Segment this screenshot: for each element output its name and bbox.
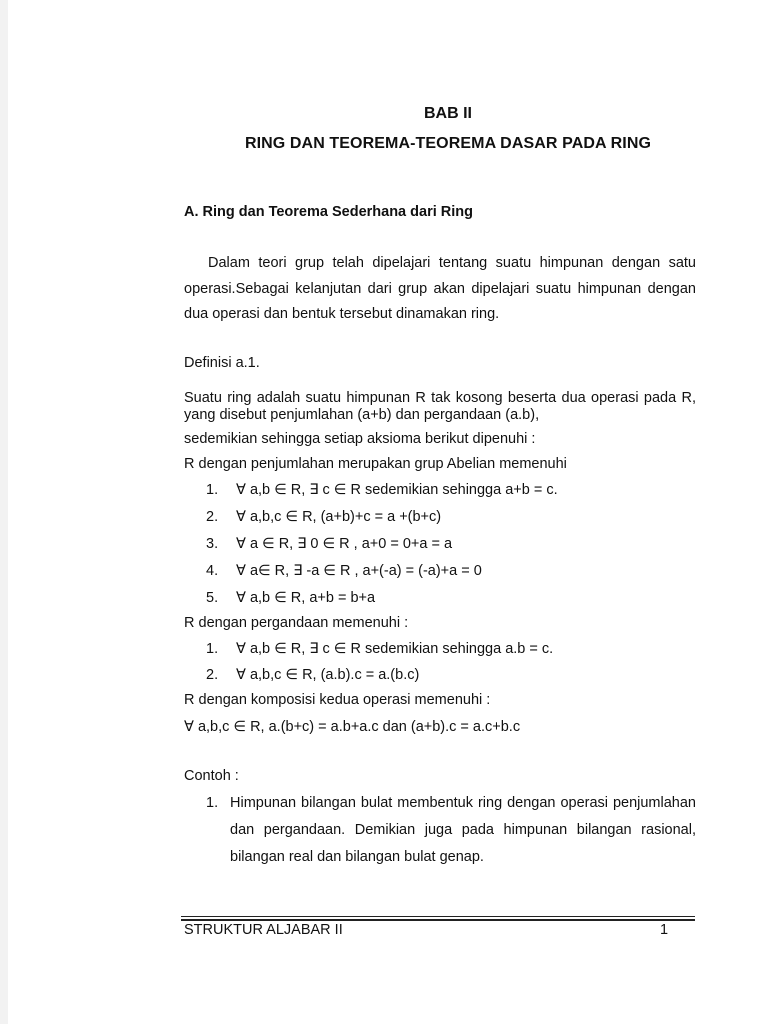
list-number: 5. [206, 590, 219, 606]
chapter-title: RING DAN TEOREMA-TEOREMA DASAR PADA RING [244, 135, 652, 152]
list-number: 4. [206, 563, 219, 579]
intro-text: Dalam teori grup telah dipelajari tentang suatu himpunan dengan satu operasi.Sebagai kelanjutan dari grup akan dipelajari suatu himpunan dengan dua operasi dan bentuk tersebut dinamakan ring. [184, 255, 696, 322]
section-heading: A. Ring dan Teorema Sederhana dari Ring [184, 204, 473, 220]
multiplication-item [206, 667, 419, 683]
list-number: 2. [206, 667, 219, 683]
addition-item [206, 563, 482, 579]
axiom-text: ∀ a ∈ R, ∃ 0 ∈ R , a+0 = 0+a = a [236, 536, 453, 552]
addition-item [206, 482, 558, 498]
multiplication-heading: R dengan pergandaan memenuhi : [184, 615, 409, 631]
composition-axiom: ∀ a,b,c ∈ R, a.(b+c) = a.b+a.c dan (a+b).c = a.c+b.c [184, 719, 521, 735]
addition-heading: R dengan penjumlahan merupakan grup Abelian memenuhi [184, 456, 567, 472]
footer-rule [181, 916, 695, 917]
definition-label: Definisi a.1. [184, 355, 260, 371]
footer-rule [181, 919, 695, 921]
footer-title: STRUKTUR ALJABAR II [184, 922, 343, 938]
composition-heading: R dengan komposisi kedua operasi memenuhi : [184, 692, 491, 708]
list-number: 2. [206, 509, 219, 525]
axiom-text: ∀ a,b,c ∈ R, (a+b)+c = a +(b+c) [236, 509, 442, 525]
axiom-text: ∀ a∈ R, ∃ -a ∈ R , a+(-a) = (-a)+a = 0 [236, 563, 482, 579]
document-page [8, 0, 768, 1024]
example-text: Himpunan bilangan bulat membentuk ring dengan operasi penjumlahan dan pergandaan. Demikian juga pada himpunan bilangan rasional, bilangan real dan bilangan bulat genap. [230, 795, 696, 865]
list-number: 3. [206, 536, 219, 552]
addition-item [206, 590, 375, 606]
list-number: 1. [206, 482, 219, 498]
axiom-text: ∀ a,b,c ∈ R, (a.b).c = a.(b.c) [236, 667, 420, 683]
example-item [206, 790, 696, 871]
definition-text: Suatu ring adalah suatu himpunan R tak kosong beserta dua operasi pada R, yang disebut penjumlahan (a+b) dan pergandaan (a.b), [184, 390, 696, 423]
list-number: 1. [206, 795, 219, 811]
axiom-text: ∀ a,b ∈ R, ∃ c ∈ R sedemikian sehingga a.b = c. [236, 641, 554, 657]
chapter-label: BAB II [424, 105, 472, 122]
addition-item [206, 536, 452, 552]
list-number: 1. [206, 641, 219, 657]
multiplication-item [206, 641, 553, 657]
intro-paragraph [184, 251, 696, 328]
example-label: Contoh : [184, 768, 239, 784]
addition-item [206, 509, 441, 525]
axiom-text: ∀ a,b ∈ R, a+b = b+a [236, 590, 376, 606]
axiom-text: ∀ a,b ∈ R, ∃ c ∈ R sedemikian sehingga a+b = c. [236, 482, 558, 498]
page-number: 1 [660, 922, 669, 938]
definition-text-continued: sedemikian sehingga setiap aksioma berikut dipenuhi : [184, 431, 536, 447]
